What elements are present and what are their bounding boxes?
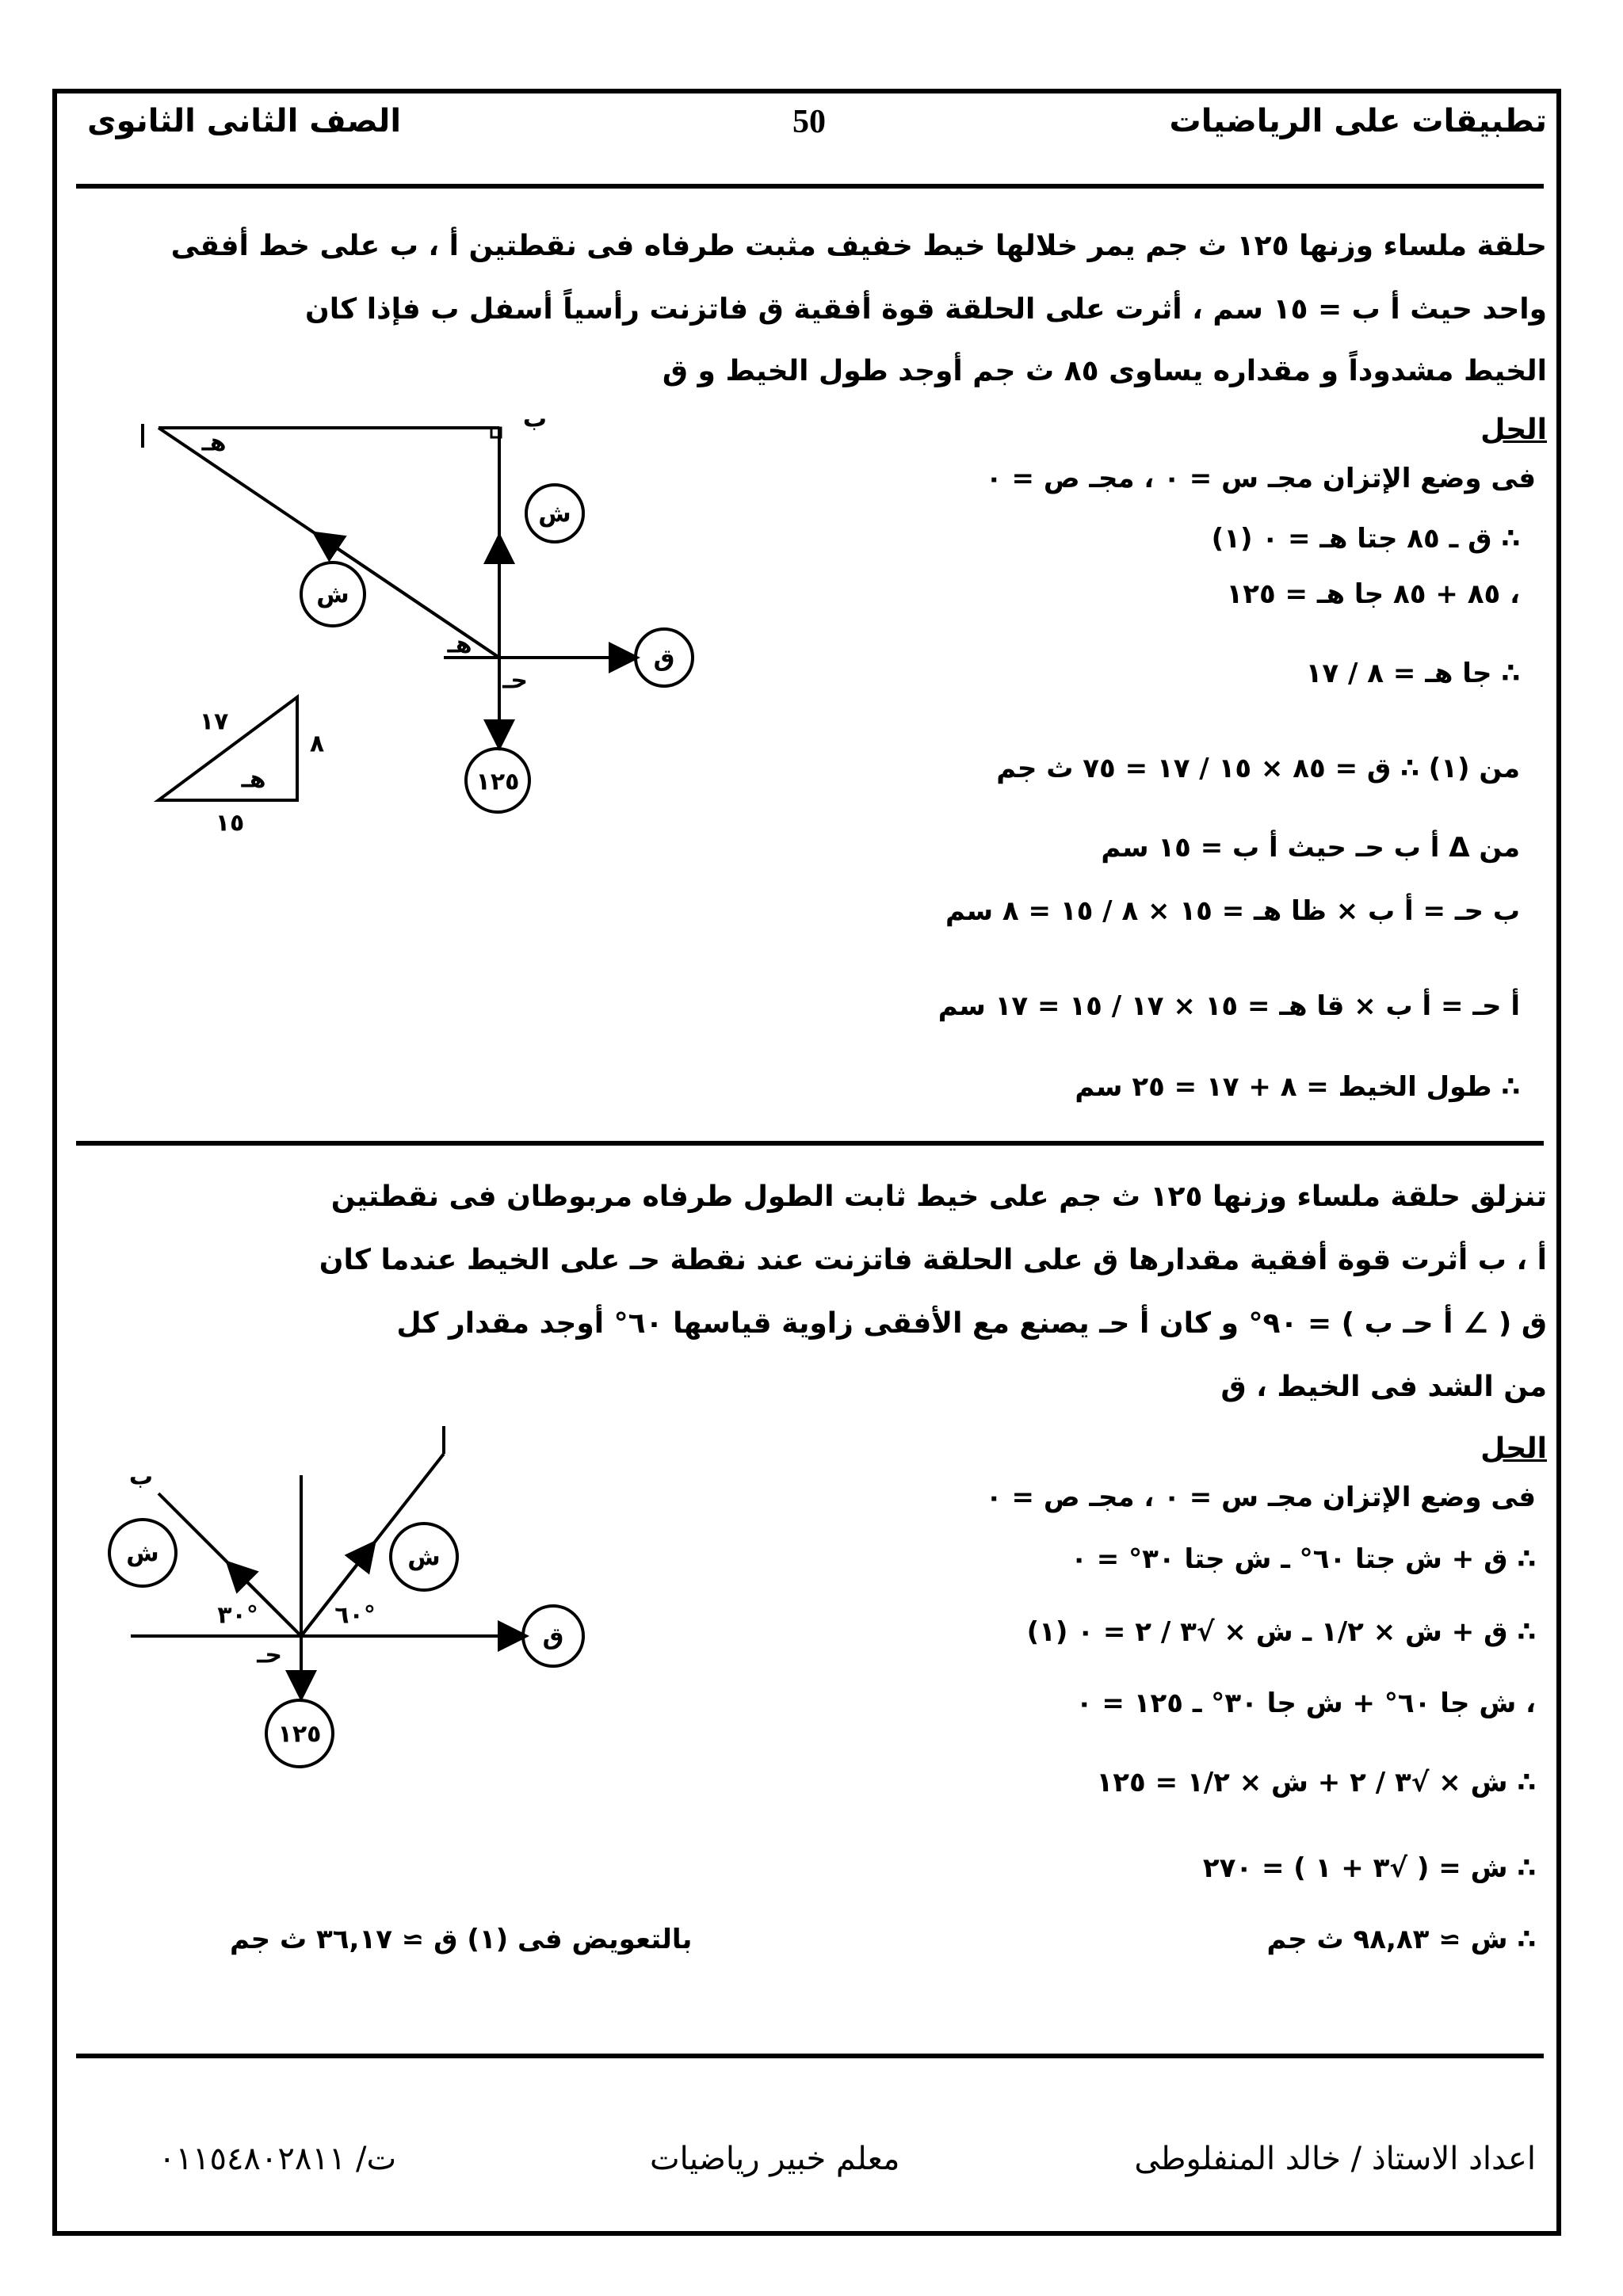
p1-sol-5: من (١) ∴ ق = ٨٥ × ١٥ / ١٧ = ٧٥ ث جم [996, 753, 1520, 784]
problem2-solution-label: الحل [1480, 1432, 1547, 1465]
p2-sol-4: ، ش جا ٦٠° + ش جا ٣٠° ـ ١٢٥ = ٠ [1075, 1688, 1536, 1719]
fig2-tension-label-right: ش [407, 1543, 441, 1572]
p1-sol-9: ∴ طول الخيط = ٨ + ١٧ = ٢٥ سم [1075, 1071, 1520, 1103]
problem2-line-1: تنزلق حلقة ملساء وزنها ١٢٥ ث جم على خيط ثابت الطول طرفاه مربوطان فى نقطتين [330, 1180, 1547, 1213]
p1-sol-4: ∴ جا هـ = ٨ / ١٧ [1305, 658, 1520, 689]
problem1-line-1: حلقة ملساء وزنها ١٢٥ ث جم يمر خلالها خيط خفيف مثبت طرفاه فى نقطتين أ ، ب على خط أفقى [170, 230, 1547, 262]
fig2-point-c: حـ [257, 1641, 282, 1669]
p2-sol-2: ∴ ق + ش جتا ٦٠° ـ ش جتا ٣٠° = ٠ [1071, 1543, 1536, 1575]
fig2-angle-right: ٦٠° [334, 1601, 376, 1630]
page-number: 50 [792, 104, 826, 140]
fig1-angle-a: هـ [201, 429, 227, 457]
footer-phone: ت/ ٠١١٥٤٨٠٢٨١١ [158, 2141, 397, 2177]
p2-sol-side: بالتعويض فى (١) ق ≃ ٣٦,١٧ ث جم [230, 1924, 693, 1955]
fig1-point-c: حـ [502, 666, 528, 695]
grade-label: الصف الثانى الثانوى [87, 103, 402, 139]
p1-sol-2: ∴ ق ـ ٨٥ جتا هـ = ٠ (١) [1211, 523, 1520, 555]
problem2-line-3: ق ( ∠ أ حـ ب ) = ٩٠° و كان أ حـ يصنع مع الأفقى زاوية قياسها ٦٠° أوجد مقدار كل [396, 1307, 1547, 1340]
footer-role: معلم خبير رياضيات [650, 2141, 900, 2177]
problem1-line-2: واحد حيث أ ب = ١٥ سم ، أثرت على الحلقة قوة أفقية ق فاتزنت رأسياً أسفل ب فإذا كان [305, 293, 1547, 326]
fig1-tension-label: ش [538, 500, 571, 528]
p1-sol-6: من Δ أ ب حـ حيث أ ب = ١٥ سم [1101, 832, 1520, 864]
fig1-angle-c: هـ [447, 631, 472, 659]
figure1-diagram [143, 424, 693, 812]
fig1-tension-label-2: ش [316, 581, 349, 609]
problem1-solution-label: الحل [1480, 414, 1547, 446]
p2-sol-1: فى وضع الإتزان مجـ س = ٠ ، مجـ ص = ٠ [985, 1482, 1536, 1513]
book-title: تطبيقات على الرياضيات [1169, 103, 1547, 139]
fig2-point-b: ب [128, 1463, 154, 1491]
footer-author: اعداد الاستاذ / خالد المنفلوطى [1134, 2141, 1536, 2177]
p2-sol-6: ∴ ش = ( √٣ + ١ ) = ٢٧٠ [1202, 1852, 1536, 1884]
p2-sol-3: ∴ ق + ش × ١/٢ ـ ش × √٣ / ٢ = ٠ (١) [1026, 1616, 1536, 1648]
p2-sol-5: ∴ ش × √٣ / ٢ + ش × ١/٢ = ١٢٥ [1096, 1767, 1536, 1798]
problem2-line-4: من الشد فى الخيط ، ق [1220, 1371, 1547, 1403]
p1-sol-3: ، ٨٥ + ٨٥ جا هـ = ١٢٥ [1226, 578, 1520, 610]
p2-sol-7: ∴ ش ≃ ٩٨,٨٣ ث جم [1266, 1924, 1536, 1955]
fig2-force-label: ق [542, 1623, 564, 1651]
problem2-line-2: أ ، ب أثرت قوة أفقية مقدارها ق على الحلقة فاتزنت عند نقطة حـ على الخيط عندما كان [319, 1244, 1547, 1276]
p1-sol-1: فى وضع الإتزان مجـ س = ٠ ، مجـ ص = ٠ [985, 463, 1536, 494]
fig1-tri-base: ١٥ [215, 809, 245, 837]
fig1-tri-vert: ٨ [309, 730, 325, 758]
fig2-tension-label-left: ش [126, 1539, 159, 1568]
fig1-force-label: ق [653, 644, 675, 673]
fig1-tri-angle: هـ [241, 765, 266, 794]
fig1-point-b: ب [522, 405, 548, 433]
p1-sol-8: أ حـ = أ ب × قا هـ = ١٥ × ١٧ / ١٥ = ١٧ سم [938, 990, 1520, 1022]
fig2-angle-left: ٣٠° [217, 1601, 258, 1630]
problem1-line-3: الخيط مشدوداً و مقداره يساوى ٨٥ ث جم أوجد طول الخيط و ق [662, 355, 1547, 387]
fig2-weight-label: ١٢٥ [277, 1720, 322, 1749]
p1-sol-7: ب حـ = أ ب × ظا هـ = ١٥ × ٨ / ١٥ = ٨ سم [945, 895, 1520, 927]
figure2-diagram [109, 1426, 583, 1767]
fig1-tri-hyp: ١٧ [199, 707, 229, 736]
fig1-weight-label: ١٢٥ [475, 768, 520, 796]
